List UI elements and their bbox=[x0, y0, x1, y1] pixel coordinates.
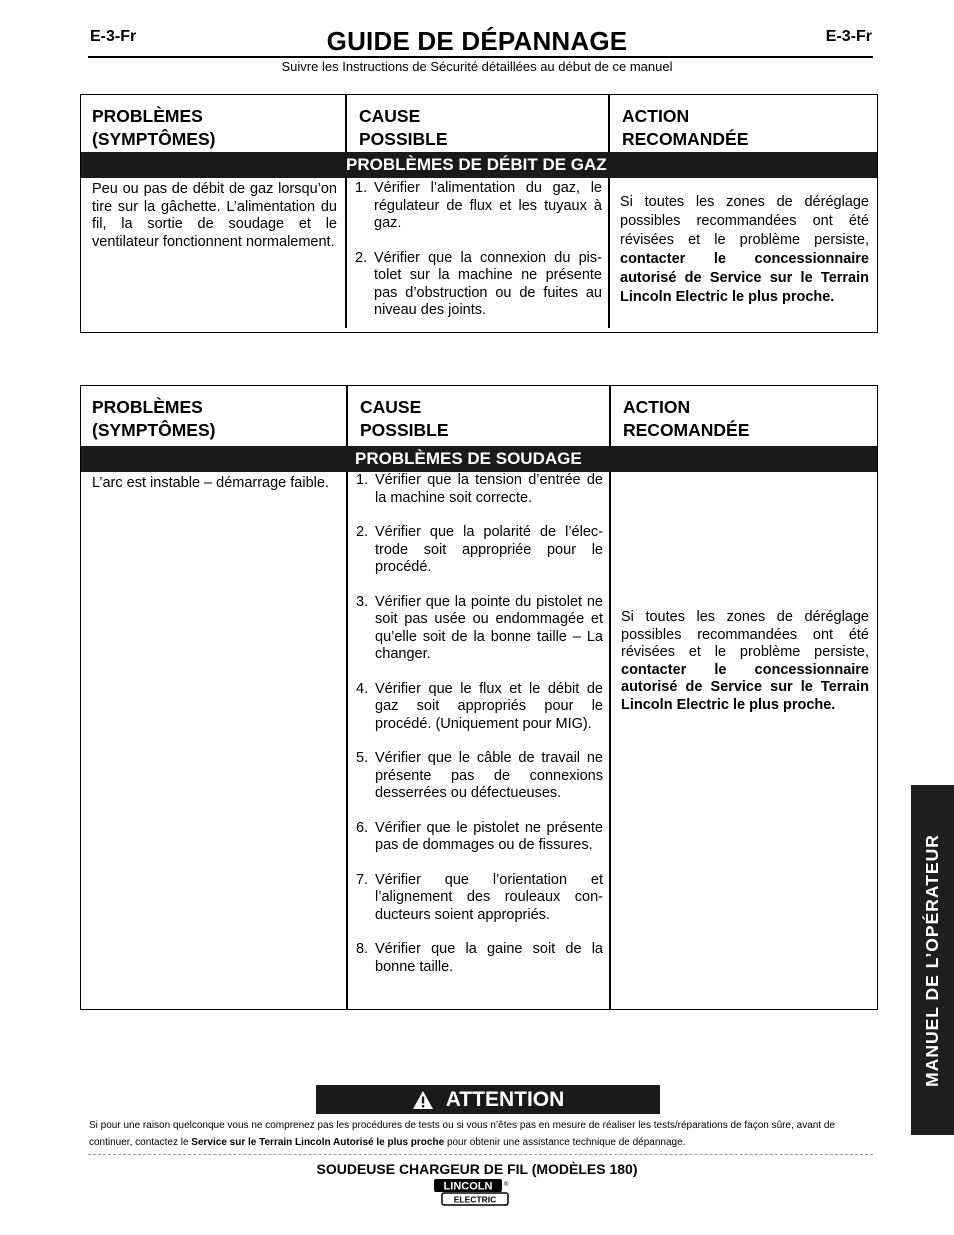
symptom-cell: L’arc est instable – démarrage faible. bbox=[80, 472, 347, 1009]
cause-item: 2. Vérifier que la polarité de l’électrode soit appropriée pour le procédé. bbox=[356, 524, 603, 575]
symptom-cell: Peu ou pas de débit de gaz lorsqu’on tire sur la gâchette. L’alimentation du fil, la sortie de soudage et le ventilateur fonctionnent normalement. bbox=[80, 178, 346, 328]
cause-item: 5. Vérifier que le câble de travail ne présente pas de connexions desserrées ou défectueuses. bbox=[356, 750, 603, 801]
side-tab bbox=[911, 785, 954, 1135]
safety-subtitle: Suivre les Instructions de Sécurité détaillées au début de ce manuel bbox=[281, 59, 673, 74]
column-header-problems: PROBLÈMES (SYMPTÔMES) bbox=[80, 95, 346, 152]
cause-item: 7. Vérifier que l’orientation et l’alignement des rouleaux conducteurs soient appropriés. bbox=[356, 871, 603, 923]
cause-item: 2. Vérifier que la connexion du pistolet sur la machine ne présente pas d’obstruction ou de fuites au niveau des joints. bbox=[355, 249, 602, 318]
attention-label: ATTENTION bbox=[445, 1087, 565, 1111]
column-header-causes: CAUSE POSSIBLE bbox=[346, 95, 609, 152]
column-header-action: ACTION RECOMANDÉE bbox=[622, 106, 749, 149]
troubleshooting-table-welding bbox=[80, 386, 878, 1009]
footer-title: SOUDEUSE CHARGEUR DE FIL (MODÈLES 180) bbox=[316, 1161, 638, 1177]
cause-item: 6. Vérifier que le pistolet ne présente pas de dommages ou de fissures. bbox=[356, 819, 603, 853]
action-cell: Si toutes les zones de déréglage possibles recommandées ont été révisées et le problème persiste, contacter le concessionnaire autorisé de Service sur le Terrain Lincoln Electric le plus proche. bbox=[621, 609, 869, 713]
column-header-action: ACTION RECOMANDÉE bbox=[623, 397, 750, 440]
lincoln-electric-logo bbox=[433, 1178, 511, 1207]
svg-text:LINCOLN: LINCOLN bbox=[443, 1180, 493, 1193]
title-rule bbox=[88, 56, 873, 58]
page-code-left: E-3-Fr bbox=[90, 28, 137, 45]
svg-text:ELECTRIC: ELECTRIC bbox=[453, 1194, 497, 1205]
cause-item: 8. Vérifier que la gaine soit de la bonne taille. bbox=[356, 941, 603, 975]
causes-cell bbox=[347, 472, 610, 1009]
column-header-problems: PROBLÈMES (SYMPTÔMES) bbox=[80, 386, 347, 446]
svg-text:®: ® bbox=[504, 1182, 509, 1188]
attention-text: Si pour une raison quelconque vous ne comprenez pas les procédures de tests ou si vous n’êtes pas en mesure de réaliser les tests/réparations de façon sûre, avant de continuer, contactez le Service sur le Terrain Lincoln Autorisé le plus proche pour obtenir une assistance technique de dépannage. bbox=[89, 1120, 835, 1148]
cause-item: 3. Vérifier que la pointe du pistolet ne soit pas usée ou endommagée et qu’elle soit de la bonne taille – La changer. bbox=[356, 593, 603, 662]
section-band-welding: PROBLÈMES DE SOUDAGE bbox=[80, 446, 878, 472]
footer-divider bbox=[88, 1154, 873, 1155]
cause-item: 4. Vérifier que le flux et le débit de gaz soit appropriés pour le procédé. (Uniquement pour MIG). bbox=[356, 680, 603, 732]
cause-item: 1. Vérifier que la tension d’entrée de la machine soit correcte. bbox=[356, 472, 603, 506]
warning-triangle-icon bbox=[412, 1090, 434, 1110]
causes-cell bbox=[346, 178, 609, 328]
column-header-causes: CAUSE POSSIBLE bbox=[347, 386, 610, 446]
cause-item: 1. Vérifier l’alimentation du gaz, le régulateur de flux et les tuyaux à gaz. bbox=[355, 180, 602, 231]
section-band-gas: PROBLÈMES DE DÉBIT DE GAZ bbox=[80, 152, 878, 178]
attention-banner bbox=[316, 1085, 660, 1114]
page-title: GUIDE DE DÉPANNAGE bbox=[326, 26, 628, 56]
action-cell: Si toutes les zones de déréglage possibles recommandées ont été révisées et le problème persiste, contacter le concessionnaire autorisé de Service sur le Terrain Lincoln Electric le plus proche. bbox=[620, 194, 869, 305]
side-tab-label: MANUEL DE L’OPÉRATEUR bbox=[922, 833, 943, 1087]
troubleshooting-table-gas bbox=[80, 95, 878, 328]
page-code-right: E-3-Fr bbox=[825, 28, 872, 45]
